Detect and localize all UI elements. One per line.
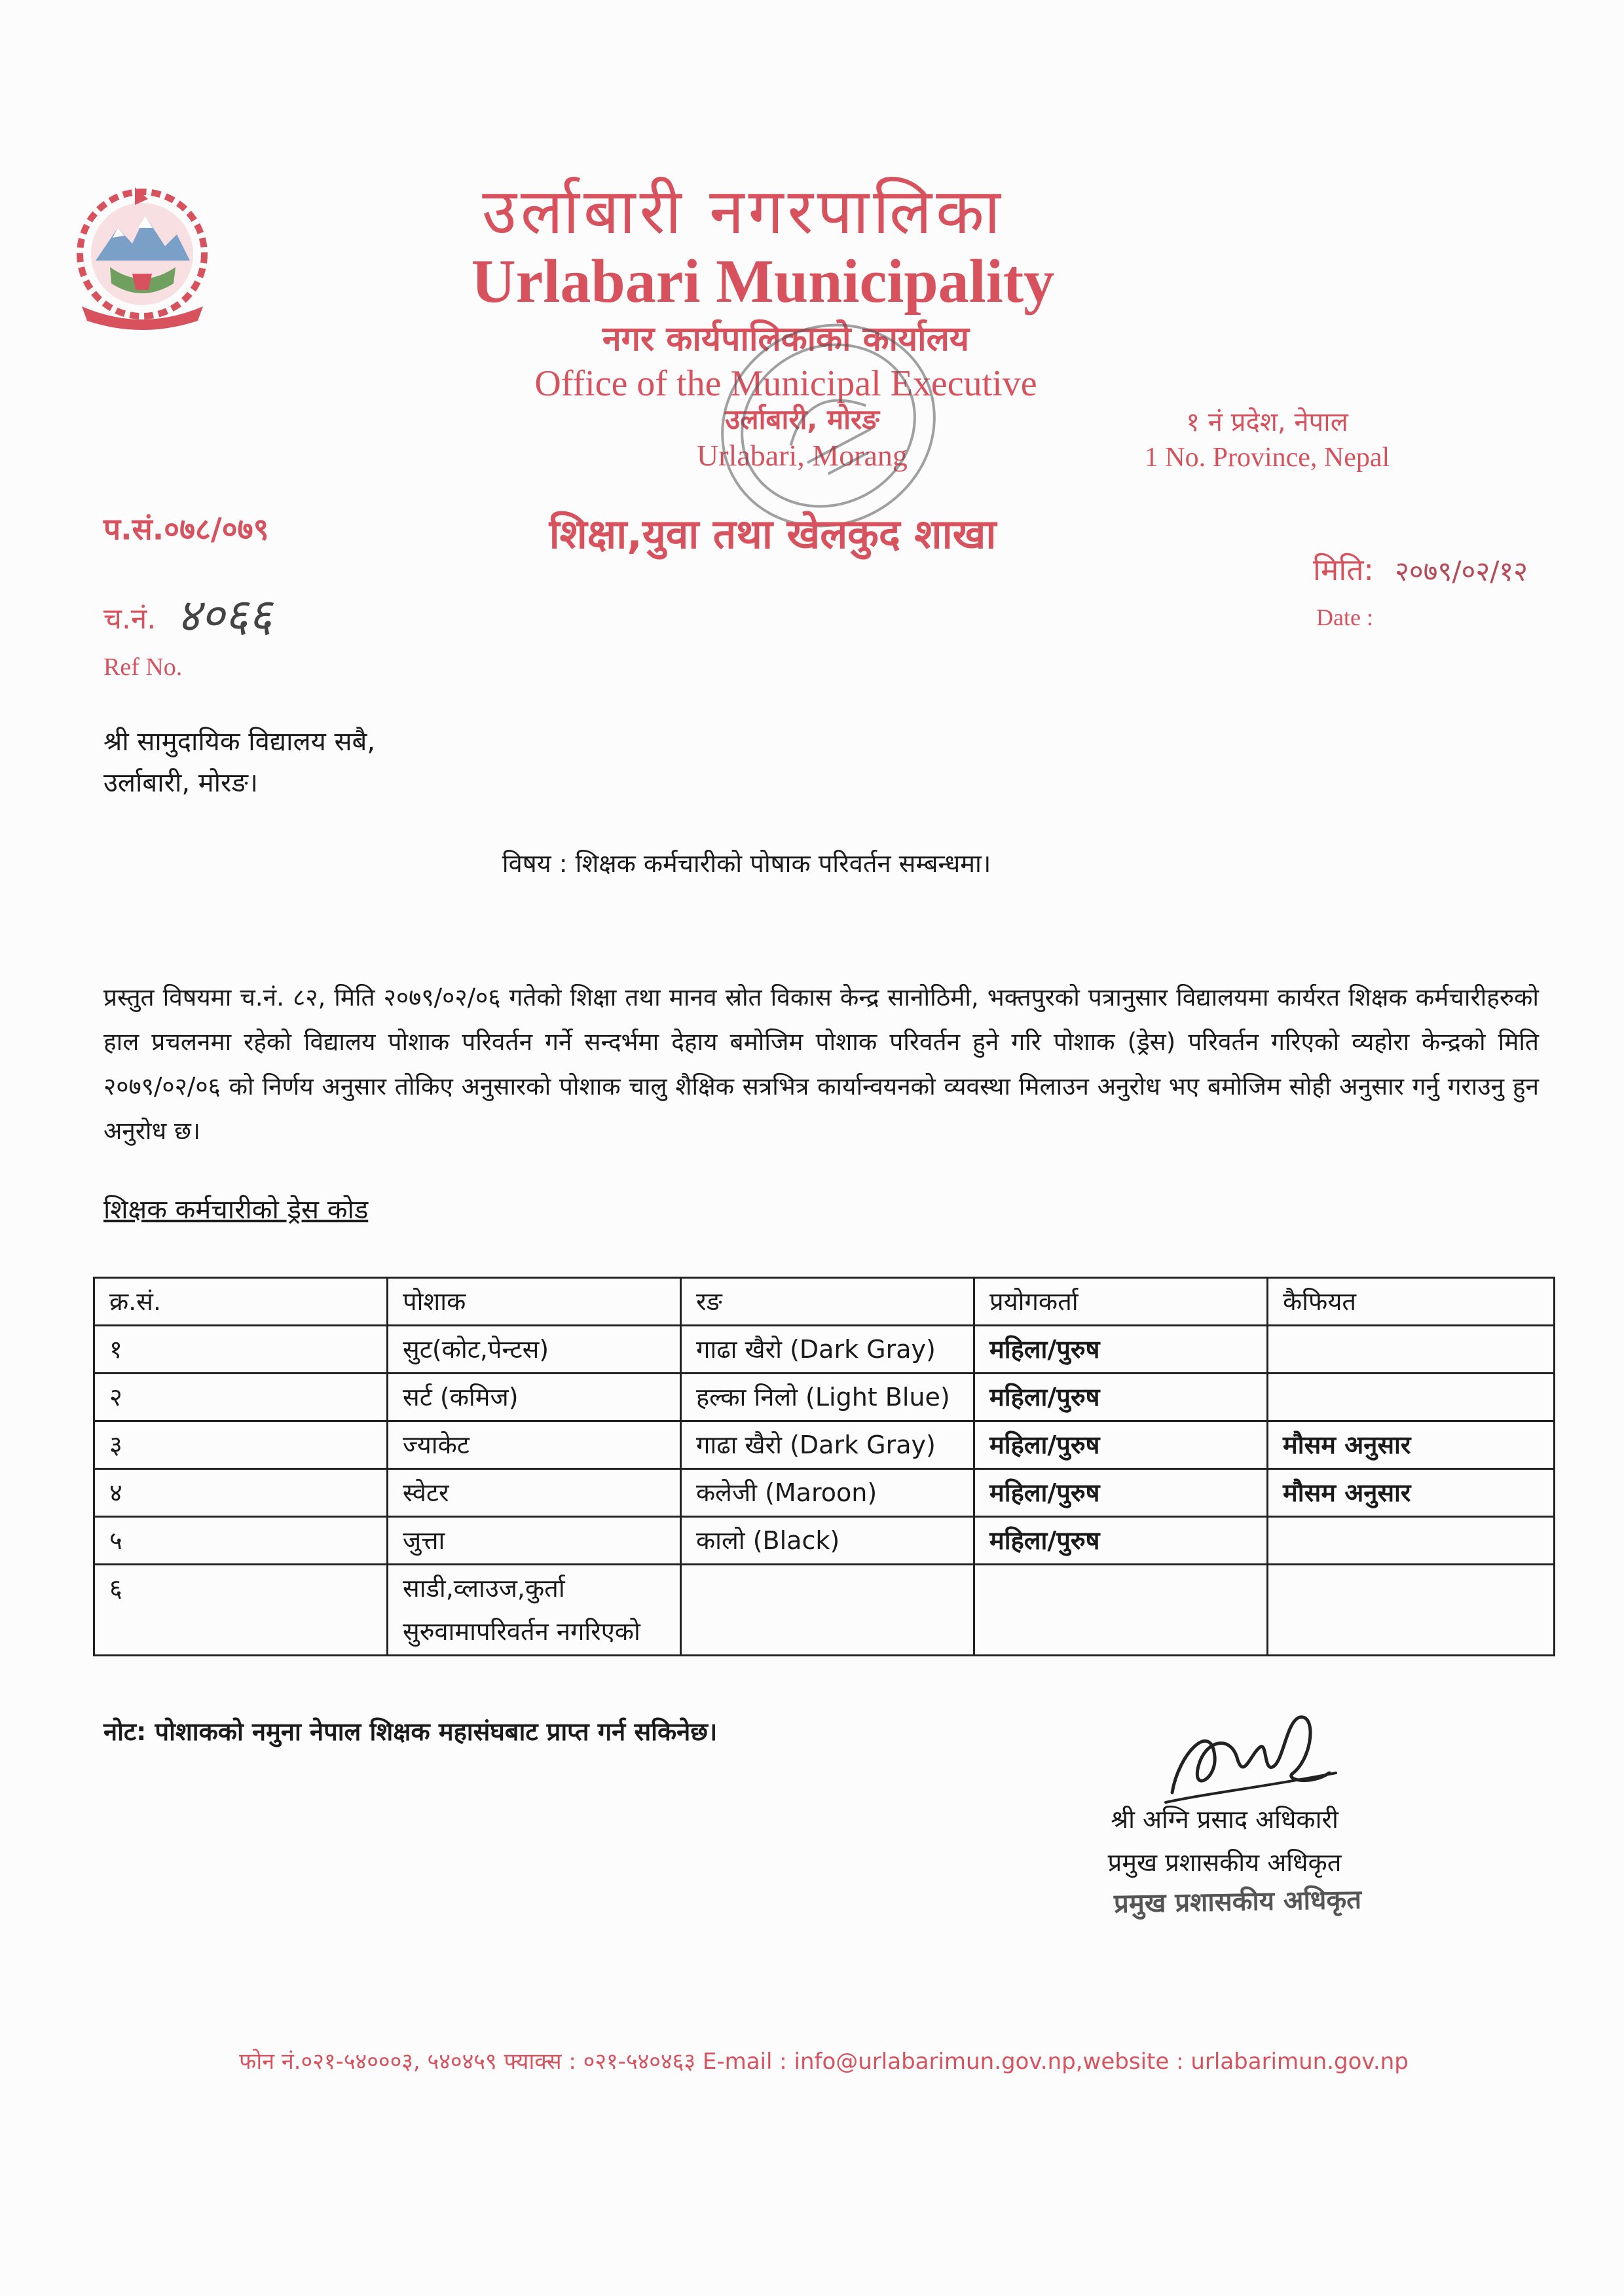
cell-dress: साडी,व्लाउज,कुर्ता सुरुवामापरिवर्तन नगरिएको xyxy=(388,1565,681,1656)
municipality-title-nepali: उर्लाबारी नगरपालिका xyxy=(482,175,1005,248)
cell-remarks xyxy=(1268,1565,1555,1656)
table-header-row xyxy=(94,1278,1555,1326)
date-label-english: Date : xyxy=(1316,604,1373,630)
cell-remarks xyxy=(1268,1374,1555,1421)
cell-user: महिला/पुरुष xyxy=(974,1517,1268,1565)
table-row xyxy=(94,1326,1555,1374)
cell-user: महिला/पुरुष xyxy=(974,1469,1268,1517)
header-remarks: कैफियत xyxy=(1268,1278,1555,1326)
province-nepali: १ नं प्रदेश, नेपाल xyxy=(1186,407,1348,437)
letter-subject: विषय : शिक्षक कर्मचारीको पोषाक परिवर्तन सम्बन्धमा। xyxy=(502,849,991,878)
letter-body: प्रस्तुत विषयमा च.नं. ८२, मिति २०७९/०२/०६ गतेको शिक्षा तथा मानव स्रोत विकास केन्द्र सानोठिमी, भक्तपुरको पत्रानुसार विद्यालयमा कार्यरत शिक्षक कर्मचारीहरुको हाल प्रचलनमा रहेको विद्यालय पोशाक परिवर्तन गर्ने सन्दर्भमा देहाय बमोजिम पोशाक परिवर्तन हुने गरि पोशाक (ड्रेस) परिवर्तन गरिएको व्यहोरा केन्द्रको मिति २०७९/०२/०६ को निर्णय अनुसार तोकिए अनुसारको पोशाक चालु शैक्षिक सत्रभित्र कार्यान्वयनको व्यवस्था मिलाउन अनुरोध भए बमोजिम सोही अनुसार गर्नु गराउनु हुन अनुरोध छ। xyxy=(103,983,1539,1145)
header-user: प्रयोगकर्ता xyxy=(974,1278,1268,1326)
table-row xyxy=(94,1517,1555,1565)
addressee-line-1: श्री सामुदायिक विद्यालय सबै, xyxy=(103,727,376,757)
ref-no-label: Ref No. xyxy=(103,653,183,681)
office-title-english: Office of the Municipal Executive xyxy=(534,363,1037,404)
cell-color xyxy=(681,1565,974,1656)
dispatch-number-label: च.नं. xyxy=(103,602,157,636)
cell-color: गाढा खैरो (Dark Gray) xyxy=(681,1326,974,1374)
cell-color: गाढा खैरो (Dark Gray) xyxy=(681,1421,974,1469)
cell-serial: ४ xyxy=(94,1469,388,1517)
cell-remarks xyxy=(1268,1517,1555,1565)
address-english: Urlabari, Morang xyxy=(697,439,908,472)
cell-serial: २ xyxy=(94,1374,388,1421)
header-serial: क्र.सं. xyxy=(94,1278,388,1326)
cell-remarks: मौसम अनुसार xyxy=(1268,1469,1555,1517)
cell-user xyxy=(974,1565,1268,1656)
addressee-line-2: उर्लाबारी, मोरङ। xyxy=(103,768,259,798)
branch-title: शिक्षा,युवा तथा खेलकुद शाखा xyxy=(549,510,997,558)
cell-user: महिला/पुरुष xyxy=(974,1374,1268,1421)
cell-remarks: मौसम अनुसार xyxy=(1268,1421,1555,1469)
signatory-designation: प्रमुख प्रशासकीय अधिकृत xyxy=(1107,1848,1342,1877)
letter-ps-number: प.सं.०७८/०७९ xyxy=(103,511,269,547)
office-title-nepali: नगर कार्यपालिकाको कार्यालय xyxy=(602,319,970,359)
cell-color: कलेजी (Maroon) xyxy=(681,1469,974,1517)
header-dress: पोशाक xyxy=(388,1278,681,1326)
cell-dress: ज्याकेट xyxy=(388,1421,681,1469)
table-row xyxy=(94,1565,1555,1656)
cell-dress: सुट(कोट,पेन्टस) xyxy=(388,1326,681,1374)
cell-dress: स्वेटर xyxy=(388,1469,681,1517)
municipality-title-english: Urlabari Municipality xyxy=(471,247,1055,316)
dispatch-number-handwritten: ४०६६ xyxy=(177,589,272,642)
date-label-nepali: मिति: xyxy=(1313,552,1375,587)
cell-color: हल्का निलो (Light Blue) xyxy=(681,1374,974,1421)
table-row xyxy=(94,1421,1555,1469)
cell-remarks xyxy=(1268,1326,1555,1374)
cell-serial: ३ xyxy=(94,1421,388,1469)
cell-serial: ६ xyxy=(94,1565,388,1656)
cell-serial: १ xyxy=(94,1326,388,1374)
cell-user: महिला/पुरुष xyxy=(974,1421,1268,1469)
signatory-name: श्री अग्नि प्रसाद अधिकारी xyxy=(1111,1805,1338,1834)
cell-serial: ५ xyxy=(94,1517,388,1565)
province-english: 1 No. Province, Nepal xyxy=(1144,443,1390,473)
nepal-emblem-icon xyxy=(52,175,232,336)
cell-dress: सर्ट (कमिज) xyxy=(388,1374,681,1421)
header-color: रङ xyxy=(681,1278,974,1326)
footer-contact: फोन नं.०२१-५४०००३, ५४०४५९ फ्याक्स : ०२१-५४०४६३ E-mail : info@urlabarimun.gov.np,website : urlabarimun.gov.np xyxy=(239,2049,1409,2075)
table-row xyxy=(94,1374,1555,1421)
designation-stamp: प्रमुख प्रशासकीय अधिकृत xyxy=(1113,1884,1362,1920)
letter-date: २०७९/०२/१२ xyxy=(1395,555,1528,587)
table-note: नोट: पोशाकको नमुना नेपाल शिक्षक महासंघबाट प्राप्त गर्न सकिनेछ। xyxy=(103,1717,718,1746)
dress-code-table xyxy=(93,1277,1555,1656)
cell-user: महिला/पुरुष xyxy=(974,1326,1268,1374)
cell-dress: जुत्ता xyxy=(388,1517,681,1565)
table-row xyxy=(94,1469,1555,1517)
address-nepali: उर्लाबारी, मोरङ xyxy=(725,403,879,435)
dress-code-heading: शिक्षक कर्मचारीको ड्रेस कोड xyxy=(103,1195,369,1225)
cell-color: कालो (Black) xyxy=(681,1517,974,1565)
